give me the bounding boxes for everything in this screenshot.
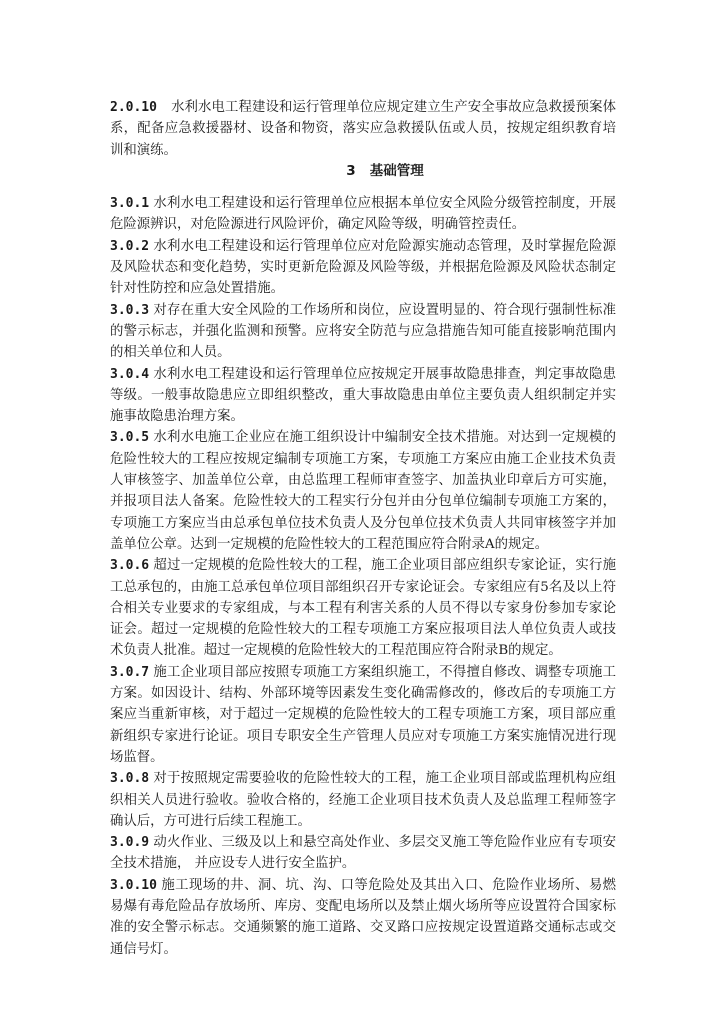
clause-3-0-6 (110, 555, 616, 661)
clause-number: 3.0.2 (110, 238, 150, 254)
document-page (110, 97, 616, 960)
clause-3-0-9 (110, 832, 616, 875)
clause-3-0-3 (110, 300, 616, 364)
clause-text: 水利水电工程建设和运行管理单位应对危险源实施动态管理，及时掌握危险源及风险状态和变化趋势，实时更新危险源及风险等级，并根据危险源及风险状态制定针对性防控和应急处置措施。 (110, 238, 616, 297)
clause-number: 3.0.7 (110, 664, 150, 680)
clause-number: 3.0.4 (110, 366, 150, 382)
clause-3-0-1 (110, 193, 616, 236)
clause-text: 施工企业项目部应按照专项施工方案组织施工，不得擅自修改、调整专项施工方案。如因设计、结构、外部环境等因素发生变化确需修改的，修改后的专项施工方案应当重新审核，对于超过一定规模的危险性较大的工程专项施工方案，项目部应重新组织专家进行论证。项目专职安全生产管理人员应对专项施工方案实施情况进行现场监督。 (110, 664, 616, 765)
clause-text: 施工现场的井、洞、坑、沟、口等危险处及其出入口、危险作业场所、易燃易爆有毒危险品存放场所、库房、变配电场所以及禁止烟火场所等应设置符合国家标准的安全警示标志。交通频繁的施工道路、交叉路口应按规定设置道路交通标志或交通信号灯。 (110, 877, 616, 957)
clause-number: 3.0.1 (110, 196, 150, 212)
clause-text: 对存在重大安全风险的工作场所和岗位，应设置明显的、符合现行强制性标准的警示标志，并强化监测和预警。应将安全防范与应急措施告知可能直接影响范围内的相关单位和人员。 (110, 302, 616, 361)
clause-3-0-2 (110, 236, 616, 300)
clause-2-0-10 (110, 97, 616, 161)
clause-number: 3.0.9 (110, 835, 150, 851)
clause-number: 3.0.5 (110, 430, 150, 446)
clause-text: 对于按照规定需要验收的危险性较大的工程，施工企业项目部或监理机构应组织相关人员进行验收。验收合格的，经施工企业项目技术负责人及总监理工程师签字确认后，方可进行后续工程施工。 (110, 771, 616, 829)
clause-text: 水利水电工程建设和运行管理单位应规定建立生产安全事故应急救援预案体系，配备应急救援器材、设备和物资，落实应急救援队伍或人员，按规定组织教育培训和演练。 (110, 100, 616, 158)
section-heading (110, 161, 616, 182)
section-number: 3 (346, 162, 356, 179)
clause-text: 水利水电工程建设和运行管理单位应根据本单位安全风险分级管控制度，开展危险源辨识，对危险源进行风险评价，确定风险等级，明确管控责任。 (110, 196, 616, 233)
clause-text: 超过一定规模的危险性较大的工程，施工企业项目部应组织专家论证，实行施工总承包的，由施工总承包单位项目部组织召开专家论证会。专家组应有5名及以上符合相关专业要求的专家组成，与本工程有利害关系的人员不得以专家身份参加专家论证会。超过一定规模的危险性较大的工程专项施工方案应报项目法人单位负责人或技术负责人批准。超过一定规模的危险性较大的工程范围应符合附录B的规定。 (110, 558, 616, 659)
clause-3-0-4 (110, 364, 616, 428)
clause-3-0-10 (110, 875, 616, 960)
clause-number: 3.0.8 (110, 771, 150, 787)
clause-text: 水利水电施工企业应在施工组织设计中编制安全技术措施。对达到一定规模的危险性较大的工程应按规定编制专项施工方案，专项施工方案应由施工企业技术负责人审核签字、加盖单位公章，由总监理工程师审查签字、加盖执业印章后方可实施，并报项目法人备案。危险性较大的工程实行分包并由分包单位编制专项施工方案的，专项施工方案应当由总承包单位技术负责人及分包单位技术负责人共同审核签字并加盖单位公章。达到一定规模的危险性较大的工程范围应符合附录A的规定。 (110, 430, 616, 552)
clause-number: 3.0.6 (110, 558, 150, 574)
clause-number: 2.0.10 (110, 100, 157, 115)
clause-text: 动火作业、三级及以上和悬空高处作业、多层交叉施工等危险作业应有专项安全技术措施， 并应设专人进行安全监护。 (110, 835, 616, 872)
clause-text: 水利水电工程建设和运行管理单位应按规定开展事故隐患排查，判定事故隐患等级。一般事故隐患应立即组织整改，重大事故隐患由单位主要负责人组织制定并实施事故隐患治理方案。 (110, 366, 616, 425)
clause-number: 3.0.10 (110, 877, 157, 893)
clause-3-0-8 (110, 768, 616, 832)
section-title: 基础管理 (369, 162, 424, 179)
clause-3-0-5 (110, 427, 616, 555)
clause-3-0-7 (110, 662, 616, 768)
clause-number: 3.0.3 (110, 302, 150, 318)
